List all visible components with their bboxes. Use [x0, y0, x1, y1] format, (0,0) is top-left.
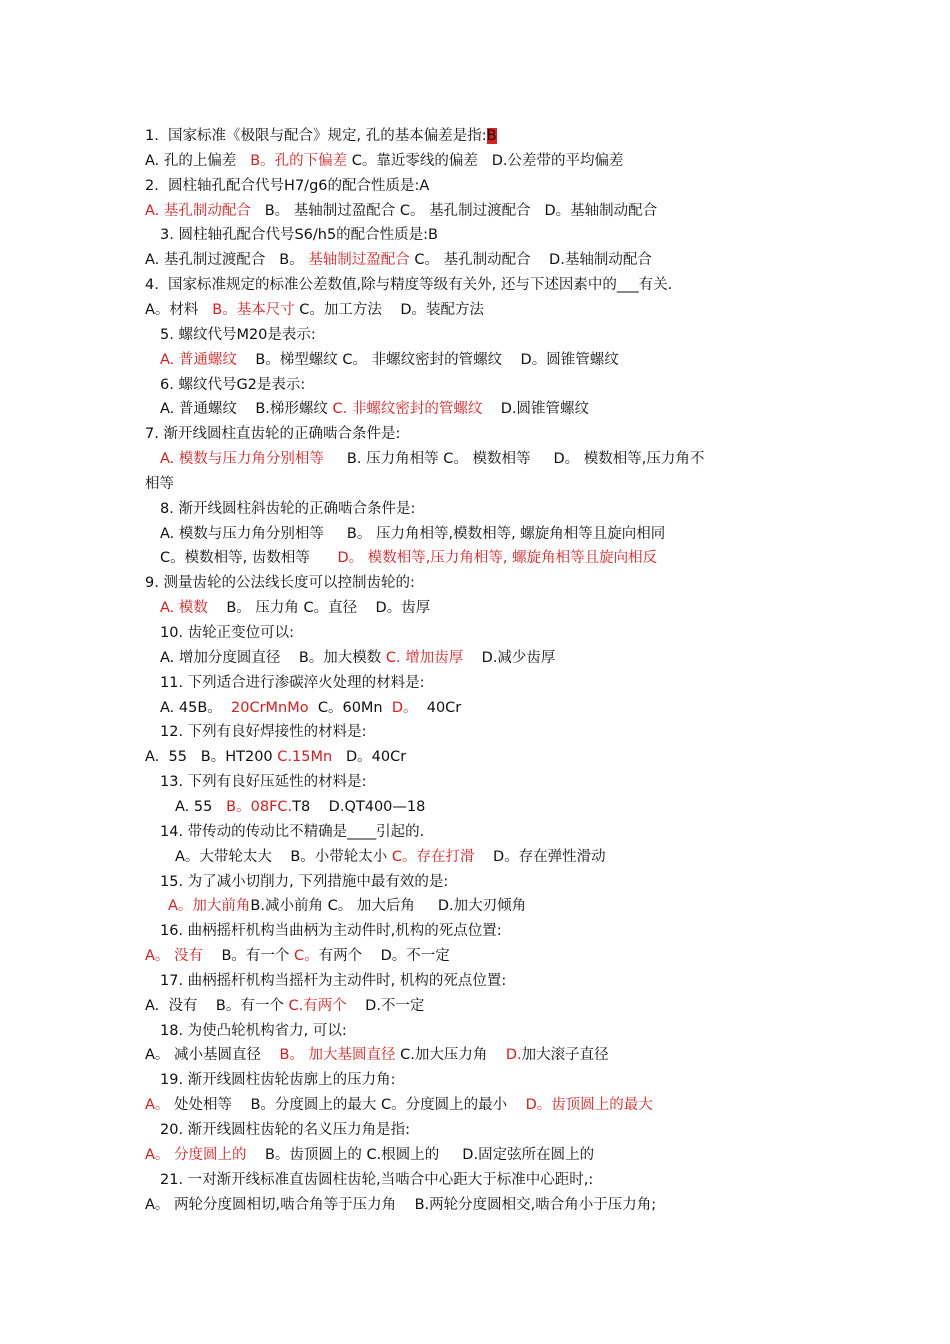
text-segment: A. 没有 B。有一个 — [145, 997, 289, 1014]
answer-text: B。孔的下偏差 — [250, 152, 348, 169]
text-segment: 8. 渐开线圆柱斜齿轮的正确啮合条件是: — [160, 500, 416, 517]
text-segment: 17. 曲柄摇杆机构当摇杆为主动件时, 机构的死点位置: — [160, 972, 507, 989]
text-line — [145, 124, 497, 148]
text-line — [145, 571, 415, 595]
answer-text: C。存在打滑 — [391, 848, 475, 865]
answer-text: B。基本尺寸 — [212, 301, 295, 318]
text-segment: 5. 螺纹代号M20是表示: — [160, 326, 316, 343]
text-segment: A. 增加分度圆直径 B。加大模数 — [160, 649, 386, 666]
text-line — [160, 1118, 410, 1142]
text-segment: 21. 一对渐开线标准直齿圆柱齿轮,当啮合中心距大于标准中心距时,: — [160, 1171, 594, 1188]
text-line — [145, 422, 400, 446]
text-segment: 16. 曲柄摇杆机构当曲柄为主动件时,机构的死点位置: — [160, 923, 502, 940]
text-segment: 3. 圆柱轴孔配合代号S6/h5的配合性质是:B — [160, 227, 439, 244]
text-segment: D.圆锥管螺纹 — [482, 401, 590, 418]
answer-text: A。 分度圆上的 — [145, 1146, 247, 1163]
text-line — [160, 919, 502, 943]
answer-text: 20CrMnMo — [231, 699, 309, 716]
text-line — [160, 1068, 396, 1092]
text-segment: D。40Cr — [332, 749, 407, 766]
text-segment: 19. 渐开线圆柱齿轮齿廓上的压力角: — [160, 1072, 396, 1089]
text-segment: A。大带轮太大 B。小带轮太小 — [175, 848, 392, 865]
text-line — [145, 149, 624, 173]
text-segment: B. 压力角相等 C。 模数相等 D。 模数相等,压力角不 — [323, 451, 705, 468]
answer-text: A。 没有 — [145, 948, 204, 965]
text-segment: A. 孔的上偏差 — [145, 152, 251, 169]
text-segment: 2. 圆柱轴孔配合代号H7/g6的配合性质是:A — [145, 177, 430, 194]
text-segment: 14. 带传动的传动比不精确是____引起的. — [160, 823, 425, 840]
text-segment: D.减少齿厚 — [463, 649, 556, 666]
text-line — [145, 994, 424, 1018]
text-segment: B。齿顶圆上的 C.根圆上的 D.固定弦所在圆上的 — [246, 1146, 595, 1163]
answer-text: A。加大前角 — [168, 898, 251, 915]
answer-text: A. 模数与压力角分别相等 — [160, 451, 324, 468]
text-segment: 10. 齿轮正变位可以: — [160, 625, 295, 641]
text-line — [145, 199, 657, 223]
text-segment: C。模数相等, 齿数相等 — [160, 550, 338, 567]
answer-text: C。 — [294, 948, 319, 965]
text-segment: 40Cr — [417, 699, 462, 716]
text-segment: 18. 为使凸轮机构省力, 可以: — [160, 1022, 347, 1039]
text-segment: A. 45B。 — [160, 699, 231, 716]
answer-text: D。 模数相等,压力角相等, 螺旋角相等且旋向相反 — [337, 550, 658, 567]
answer-text: C. 增加齿厚 — [385, 649, 464, 666]
text-line — [145, 248, 652, 272]
text-line — [160, 1168, 593, 1192]
text-line — [160, 1019, 347, 1043]
text-segment: A. 55 — [175, 798, 227, 815]
answer-text: C. 非螺纹密封的管螺纹 — [332, 401, 483, 418]
answer-text: D. — [505, 1047, 522, 1064]
text-line — [160, 596, 430, 620]
text-line — [145, 745, 406, 769]
text-segment: D。存在弹性滑动 — [474, 848, 606, 865]
text-line — [145, 1193, 656, 1217]
text-segment: B。 压力角 C。直径 D。齿厚 — [207, 600, 431, 617]
text-segment: 4. 国家标准规定的标准公差数值,除与精度等级有关外, 还与下述因素中的___有关. — [145, 277, 673, 294]
text-line — [160, 646, 555, 670]
text-segment: C。 基孔制动配合 D.基轴制动配合 — [409, 252, 652, 269]
text-line — [160, 323, 316, 347]
text-segment: A。 两轮分度圆相切,啮合角等于压力角 B.两轮分度圆相交,啮合角小于压力角; — [145, 1196, 657, 1213]
answer-text: C.15Mn — [277, 749, 333, 766]
text-segment: 6. 螺纹代号G2是表示: — [160, 376, 306, 393]
answer-text: D。 — [391, 699, 418, 716]
text-line — [145, 273, 672, 297]
text-line — [175, 795, 425, 819]
answer-text: C.有两个 — [288, 997, 347, 1014]
text-line — [145, 944, 450, 968]
text-segment: 有两个 D。不一定 — [318, 948, 450, 965]
text-segment: 加大滚子直径 — [521, 1047, 609, 1064]
text-line — [160, 870, 448, 894]
text-segment: 相等 — [145, 475, 174, 492]
answer-text: A。 — [145, 1097, 170, 1114]
text-segment: B。有一个 — [203, 948, 295, 965]
text-line — [160, 770, 367, 794]
text-segment: C。靠近零线的偏差 D.公差带的平均偏差 — [347, 152, 624, 169]
text-line — [145, 298, 484, 322]
text-line — [160, 820, 424, 844]
text-line — [160, 969, 506, 993]
text-line — [160, 348, 619, 372]
answer-text: B。 加大基圆直径 — [279, 1047, 396, 1064]
text-segment: 7. 渐开线圆柱直齿轮的正确啮合条件是: — [145, 426, 401, 443]
text-segment: D.不一定 — [346, 997, 425, 1014]
text-line — [160, 447, 704, 471]
text-line — [145, 174, 429, 198]
text-segment: C。加工方法 D。装配方法 — [294, 301, 485, 318]
text-segment: C.加大压力角 — [395, 1047, 506, 1064]
text-line — [160, 696, 461, 720]
answer-text: D。齿顶圆上的最大 — [525, 1097, 653, 1114]
text-line — [145, 1043, 609, 1067]
answer-text: B。08FC. — [226, 798, 293, 815]
answer-text: A. 基孔制动配合 — [145, 202, 251, 219]
text-line — [145, 1143, 594, 1167]
answer-text: A. 模数 — [160, 600, 208, 617]
text-segment: A. 模数与压力角分别相等 B。 压力角相等,模数相等, 螺旋角相等且旋向相同 — [160, 525, 666, 542]
text-line — [160, 522, 665, 546]
text-segment: 1. 国家标准《极限与配合》规定, 孔的基本偏差是指: — [145, 128, 487, 144]
text-segment: 15. 为了减小切削力, 下列措施中最有效的是: — [160, 873, 449, 890]
text-segment: 12. 下列有良好焊接性的材料是: — [160, 724, 367, 741]
text-segment: 13. 下列有良好压延性的材料是: — [160, 774, 367, 791]
text-line — [160, 720, 367, 744]
answer-text: A. 普通螺纹 — [160, 351, 237, 368]
text-segment: 处处相等 B。分度圆上的最大 C。分度圆上的最小 — [169, 1097, 526, 1114]
text-segment: A. 55 B。HT200 — [145, 749, 278, 766]
text-segment: A. 基孔制过渡配合 B。 — [145, 252, 309, 269]
text-segment: 11. 下列适合进行渗碳淬火处理的材料是: — [160, 674, 425, 691]
text-line — [160, 397, 589, 421]
text-line — [160, 546, 657, 570]
text-segment: B。梯型螺纹 C。 非螺纹密封的管螺纹 D。圆锥管螺纹 — [236, 351, 619, 368]
text-segment: C。60Mn — [308, 699, 392, 716]
text-line — [175, 845, 606, 869]
answer-text: 基轴制过盈配合 — [308, 252, 410, 269]
text-segment: A. 普通螺纹 B.梯形螺纹 — [160, 401, 333, 418]
text-segment: A。材料 — [145, 301, 213, 318]
text-segment: A。 减小基圆直径 — [145, 1047, 280, 1064]
answer-marker: B — [486, 128, 497, 144]
text-segment: 20. 渐开线圆柱齿轮的名义压力角是指: — [160, 1122, 411, 1138]
text-line — [145, 472, 174, 496]
text-line — [160, 671, 425, 695]
text-line — [168, 894, 526, 918]
text-line — [160, 373, 305, 397]
text-line — [160, 621, 294, 645]
text-segment: B.减小前角 C。 加大后角 D.加大刃倾角 — [250, 898, 527, 915]
text-line — [160, 223, 438, 247]
text-line — [145, 1093, 653, 1117]
text-segment: B。 基轴制过盈配合 C。 基孔制过渡配合 D。基轴制动配合 — [250, 202, 658, 219]
text-line — [160, 497, 415, 521]
text-segment: T8 D.QT400—18 — [292, 798, 426, 815]
text-segment: 9. 测量齿轮的公法线长度可以控制齿轮的: — [145, 575, 415, 592]
